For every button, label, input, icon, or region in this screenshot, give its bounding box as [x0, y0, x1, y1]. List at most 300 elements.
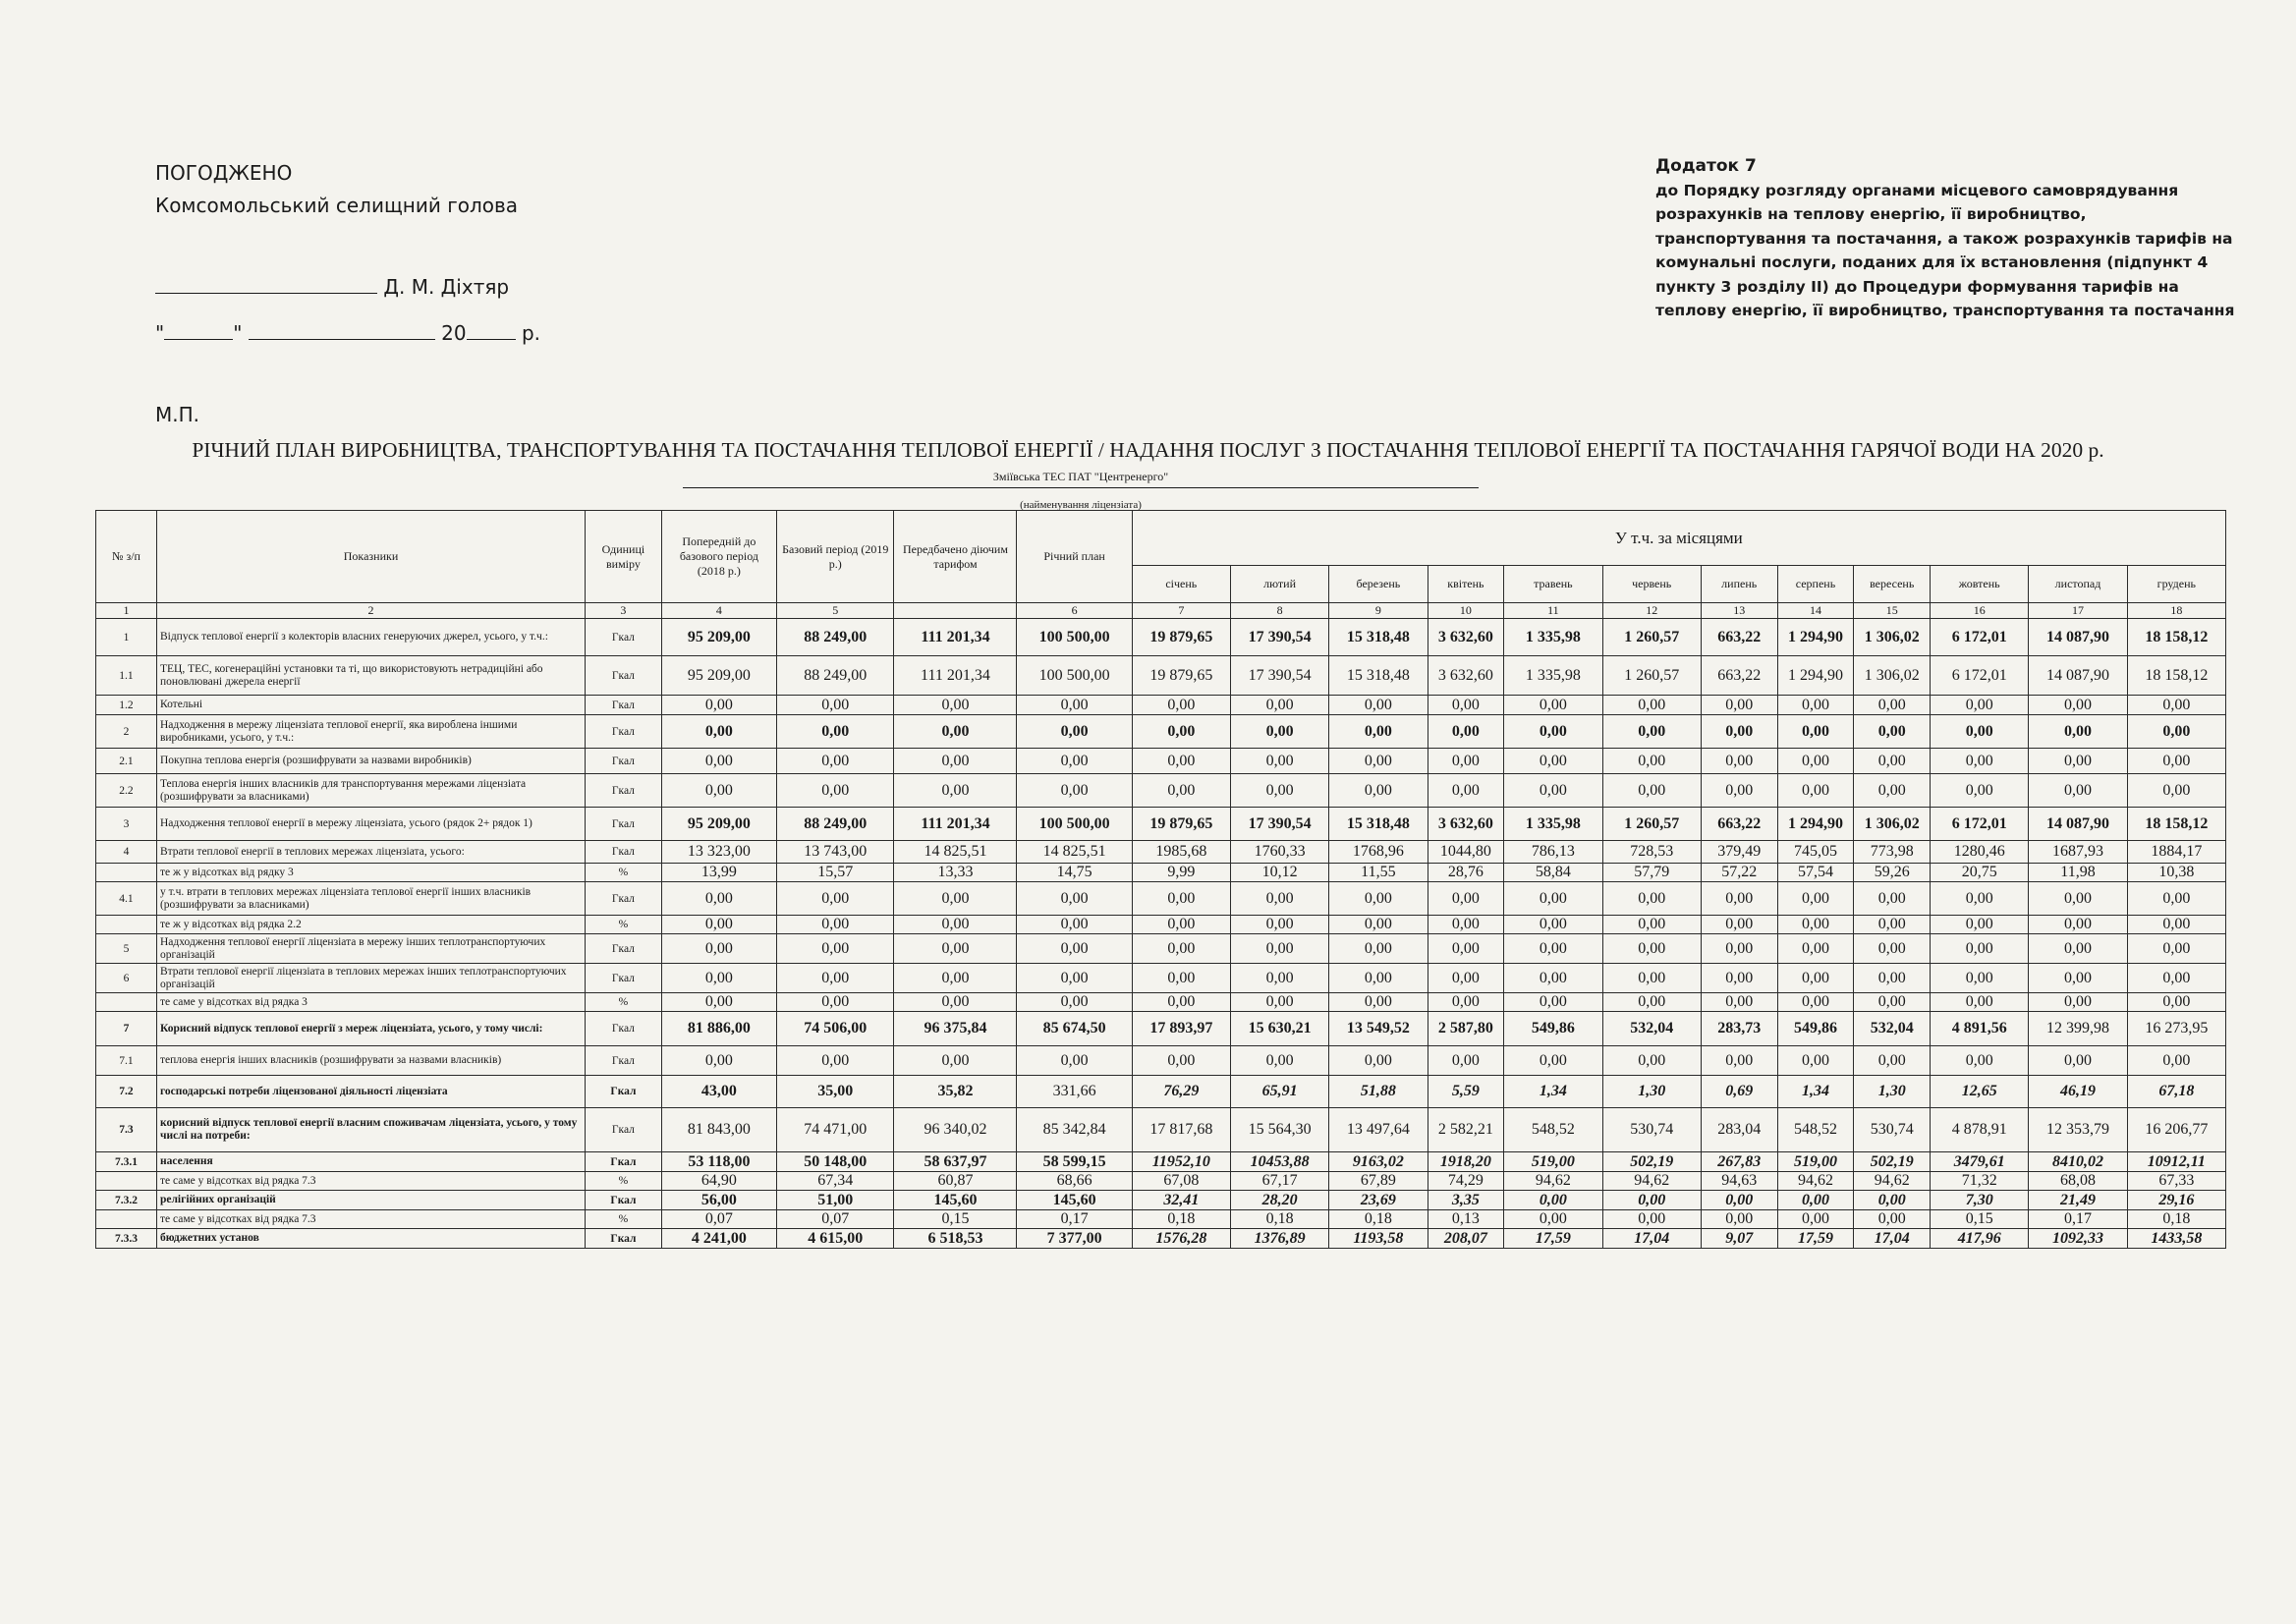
row-unit: Гкал [586, 808, 662, 841]
header-month: березень [1329, 566, 1428, 603]
data-cell: 111 201,34 [894, 619, 1017, 656]
data-cell: 6 518,53 [894, 1229, 1017, 1249]
data-cell: 0,00 [1777, 749, 1854, 774]
data-cell: 0,00 [1931, 715, 2029, 749]
data-cell: 0,17 [1017, 1210, 1132, 1229]
data-cell: 32,41 [1132, 1191, 1230, 1210]
data-cell: 0,00 [1230, 964, 1328, 993]
data-cell: 0,00 [1329, 934, 1428, 964]
data-cell: 0,00 [1329, 993, 1428, 1012]
row-number: 2.1 [96, 749, 157, 774]
data-cell: 17 390,54 [1230, 619, 1328, 656]
table-row [96, 841, 2226, 864]
row-label: Котельні [156, 696, 585, 715]
data-cell: 0,00 [1132, 696, 1230, 715]
data-cell: 57,79 [1602, 864, 1701, 882]
data-cell: 13,33 [894, 864, 1017, 882]
data-cell: 15,57 [776, 864, 893, 882]
data-cell: 12,65 [1931, 1076, 2029, 1108]
row-unit: Гкал [586, 1108, 662, 1152]
data-cell: 283,73 [1701, 1012, 1777, 1046]
data-cell: 0,00 [1428, 774, 1504, 808]
row-number: 1 [96, 619, 157, 656]
data-cell: 14,75 [1017, 864, 1132, 882]
row-label: релігійних організацій [156, 1191, 585, 1210]
data-cell: 5,59 [1428, 1076, 1504, 1108]
data-cell: 6 172,01 [1931, 808, 2029, 841]
data-cell: 0,00 [661, 934, 776, 964]
table-row [96, 1108, 2226, 1152]
approval-date: " " 20 р. [155, 321, 540, 345]
data-cell: 13 323,00 [661, 841, 776, 864]
row-label: те ж у відсотках від рядку 3 [156, 864, 585, 882]
data-cell: 67,34 [776, 1172, 893, 1191]
data-cell: 0,00 [1931, 696, 2029, 715]
data-cell: 0,00 [1854, 715, 1931, 749]
data-cell: 0,00 [1854, 1046, 1931, 1076]
header-month: вересень [1854, 566, 1931, 603]
data-cell: 0,18 [2127, 1210, 2225, 1229]
data-cell: 0,00 [1017, 964, 1132, 993]
stamp-place: М.П. [155, 403, 200, 426]
table-row [96, 934, 2226, 964]
data-cell: 19 879,65 [1132, 808, 1230, 841]
data-cell: 1 335,98 [1504, 656, 1602, 696]
data-cell: 0,00 [1602, 715, 1701, 749]
data-cell: 0,00 [1230, 916, 1328, 934]
data-cell: 14 087,90 [2029, 619, 2127, 656]
data-cell: 13 743,00 [776, 841, 893, 864]
data-cell: 88 249,00 [776, 808, 893, 841]
data-cell: 0,00 [2029, 916, 2127, 934]
data-cell: 17 817,68 [1132, 1108, 1230, 1152]
row-number [96, 993, 157, 1012]
data-cell: 519,00 [1504, 1152, 1602, 1172]
data-cell: 1193,58 [1329, 1229, 1428, 1249]
data-cell: 8410,02 [2029, 1152, 2127, 1172]
header-month: травень [1504, 566, 1602, 603]
row-number: 7.3.2 [96, 1191, 157, 1210]
data-cell: 0,00 [1777, 774, 1854, 808]
data-cell: 0,00 [776, 774, 893, 808]
row-unit: Гкал [586, 619, 662, 656]
data-cell: 0,00 [1017, 749, 1132, 774]
data-cell: 0,00 [1017, 882, 1132, 916]
data-cell: 0,00 [894, 882, 1017, 916]
row-label: бюджетних установ [156, 1229, 585, 1249]
data-cell: 0,07 [776, 1210, 893, 1229]
table-row [96, 749, 2226, 774]
data-cell: 0,00 [2029, 715, 2127, 749]
data-cell: 2 582,21 [1428, 1108, 1504, 1152]
data-cell: 0,00 [661, 715, 776, 749]
data-cell: 663,22 [1701, 619, 1777, 656]
data-cell: 0,00 [1777, 916, 1854, 934]
table-row [96, 774, 2226, 808]
data-cell: 67,18 [2127, 1076, 2225, 1108]
data-cell: 9,99 [1132, 864, 1230, 882]
data-cell: 9163,02 [1329, 1152, 1428, 1172]
data-cell: 94,62 [1602, 1172, 1701, 1191]
licensee-name: Зміївська ТЕС ПАТ "Центренерго" [683, 470, 1479, 488]
data-cell: 0,00 [1230, 882, 1328, 916]
annex-text: до Порядку розгляду органами місцевого самоврядування розрахунків на теплову енергію, її виробництво, транспортування та постачання, а також розрахунків тарифів на комунальні послуги, поданих для їх встановлення (підпункт 4 пункту 3 розділу ІІ) до Процедури формування тарифів на теплову енергію, її виробництво, транспортування та постачання [1655, 181, 2235, 319]
data-cell: 0,00 [1017, 993, 1132, 1012]
data-cell: 0,00 [776, 749, 893, 774]
data-cell: 0,00 [1602, 749, 1701, 774]
data-cell: 0,00 [1329, 715, 1428, 749]
data-cell: 1884,17 [2127, 841, 2225, 864]
data-cell: 94,62 [1854, 1172, 1931, 1191]
data-cell: 145,60 [894, 1191, 1017, 1210]
annex-title: Додаток 7 [1655, 156, 1757, 176]
row-unit: Гкал [586, 934, 662, 964]
data-cell: 0,00 [661, 696, 776, 715]
table-row [96, 808, 2226, 841]
row-unit: Гкал [586, 841, 662, 864]
data-cell: 12 353,79 [2029, 1108, 2127, 1152]
row-label: Корисний відпуск теплової енергії з мереж ліцензіата, усього, у тому числі: [156, 1012, 585, 1046]
table-row [96, 715, 2226, 749]
data-cell: 0,00 [1602, 1210, 1701, 1229]
data-cell: 0,00 [894, 774, 1017, 808]
row-number [96, 1210, 157, 1229]
row-number: 1.1 [96, 656, 157, 696]
data-cell: 0,00 [1230, 993, 1328, 1012]
data-cell: 0,00 [1428, 1046, 1504, 1076]
data-cell: 0,00 [1230, 749, 1328, 774]
data-cell: 0,00 [1931, 993, 2029, 1012]
data-cell: 0,00 [1777, 696, 1854, 715]
data-cell: 0,00 [894, 696, 1017, 715]
data-cell: 53 118,00 [661, 1152, 776, 1172]
row-label: Теплова енергія інших власників для транспортування мережами ліцензіата (розшифрувати за власниками) [156, 774, 585, 808]
row-number: 7 [96, 1012, 157, 1046]
column-index: 4 [661, 603, 776, 619]
data-cell: 11,55 [1329, 864, 1428, 882]
data-cell: 0,15 [894, 1210, 1017, 1229]
data-cell: 57,54 [1777, 864, 1854, 882]
row-unit: Гкал [586, 964, 662, 993]
data-cell: 0,00 [1504, 964, 1602, 993]
data-cell: 0,00 [2029, 993, 2127, 1012]
approval-title: ПОГОДЖЕНО [155, 161, 293, 185]
table-row [96, 1191, 2226, 1210]
data-cell: 3479,61 [1931, 1152, 2029, 1172]
table-row [96, 882, 2226, 916]
data-cell: 0,00 [2127, 1046, 2225, 1076]
table-row [96, 1152, 2226, 1172]
data-cell: 0,00 [661, 1046, 776, 1076]
data-cell: 68,66 [1017, 1172, 1132, 1191]
row-label: те ж у відсотках від рядка 2.2 [156, 916, 585, 934]
data-cell: 0,00 [776, 715, 893, 749]
data-cell: 0,00 [661, 964, 776, 993]
data-cell: 0,00 [1504, 934, 1602, 964]
row-label: Надходження в мережу ліцензіата теплової енергії, яка вироблена іншими виробниками, усього, у т.ч.: [156, 715, 585, 749]
row-label: корисний відпуск теплової енергії власним споживачам ліцензіата, усього, у тому числі на потреби: [156, 1108, 585, 1152]
row-number: 7.3 [96, 1108, 157, 1152]
data-cell: 59,26 [1854, 864, 1931, 882]
data-cell: 67,08 [1132, 1172, 1230, 1191]
data-cell: 3 632,60 [1428, 656, 1504, 696]
data-cell: 43,00 [661, 1076, 776, 1108]
column-index: 11 [1504, 603, 1602, 619]
column-index [894, 603, 1017, 619]
data-cell: 100 500,00 [1017, 619, 1132, 656]
data-cell: 331,66 [1017, 1076, 1132, 1108]
header-num: № з/п [96, 511, 157, 603]
table-row [96, 1076, 2226, 1108]
data-cell: 0,00 [2127, 993, 2225, 1012]
data-cell: 15 318,48 [1329, 619, 1428, 656]
column-index: 18 [2127, 603, 2225, 619]
data-cell: 0,00 [894, 715, 1017, 749]
data-cell: 0,00 [1602, 934, 1701, 964]
table-row [96, 864, 2226, 882]
data-cell: 0,00 [1701, 715, 1777, 749]
data-cell: 23,69 [1329, 1191, 1428, 1210]
row-number: 2 [96, 715, 157, 749]
data-cell: 65,91 [1230, 1076, 1328, 1108]
data-cell: 0,00 [661, 916, 776, 934]
data-cell: 283,04 [1701, 1108, 1777, 1152]
data-cell: 0,00 [2029, 934, 2127, 964]
header-month: жовтень [1931, 566, 2029, 603]
data-cell: 74 471,00 [776, 1108, 893, 1152]
data-cell: 0,00 [1602, 696, 1701, 715]
data-cell: 17,04 [1602, 1229, 1701, 1249]
header-month: серпень [1777, 566, 1854, 603]
row-unit: Гкал [586, 656, 662, 696]
data-cell: 18 158,12 [2127, 808, 2225, 841]
data-cell: 74,29 [1428, 1172, 1504, 1191]
header-months-group: У т.ч. за місяцями [1132, 511, 2225, 566]
column-index: 12 [1602, 603, 1701, 619]
data-cell: 0,00 [776, 993, 893, 1012]
data-cell: 663,22 [1701, 808, 1777, 841]
data-cell: 81 843,00 [661, 1108, 776, 1152]
column-index: 13 [1701, 603, 1777, 619]
data-cell: 28,76 [1428, 864, 1504, 882]
data-cell: 14 825,51 [1017, 841, 1132, 864]
data-cell: 1092,33 [2029, 1229, 2127, 1249]
data-cell: 0,15 [1931, 1210, 2029, 1229]
header-base-period: Базовий період (2019 р.) [776, 511, 893, 603]
column-index-row [96, 603, 2226, 619]
data-cell: 15 630,21 [1230, 1012, 1328, 1046]
data-cell: 100 500,00 [1017, 656, 1132, 696]
data-cell: 0,00 [1854, 964, 1931, 993]
data-cell: 95 209,00 [661, 808, 776, 841]
column-index: 2 [156, 603, 585, 619]
column-index: 6 [1017, 603, 1132, 619]
header-annual-plan: Річний план [1017, 511, 1132, 603]
data-cell: 0,00 [1854, 882, 1931, 916]
data-cell: 1985,68 [1132, 841, 1230, 864]
data-cell: 57,22 [1701, 864, 1777, 882]
data-cell: 0,00 [1132, 715, 1230, 749]
data-cell: 145,60 [1017, 1191, 1132, 1210]
data-cell: 0,00 [776, 964, 893, 993]
data-cell: 58,84 [1504, 864, 1602, 882]
data-cell: 0,00 [1428, 916, 1504, 934]
data-cell: 0,00 [1777, 882, 1854, 916]
data-cell: 1576,28 [1132, 1229, 1230, 1249]
data-cell: 51,88 [1329, 1076, 1428, 1108]
data-cell: 0,00 [776, 696, 893, 715]
data-cell: 51,00 [776, 1191, 893, 1210]
data-cell: 0,00 [1329, 749, 1428, 774]
header-month: червень [1602, 566, 1701, 603]
data-cell: 17 390,54 [1230, 808, 1328, 841]
data-cell: 0,00 [1329, 1046, 1428, 1076]
licensee-caption: (найменування ліцензіата) [1020, 499, 1142, 511]
approval-block [155, 157, 540, 431]
data-cell: 18 158,12 [2127, 619, 2225, 656]
data-cell: 56,00 [661, 1191, 776, 1210]
data-cell: 530,74 [1854, 1108, 1931, 1152]
data-cell: 94,63 [1701, 1172, 1777, 1191]
data-cell: 1 335,98 [1504, 619, 1602, 656]
data-cell: 71,32 [1931, 1172, 2029, 1191]
row-number: 3 [96, 808, 157, 841]
header-tariff: Передбачено діючим тарифом [894, 511, 1017, 603]
data-cell: 0,00 [1230, 774, 1328, 808]
data-cell: 0,00 [1777, 1210, 1854, 1229]
data-cell: 0,00 [1777, 1046, 1854, 1076]
data-cell: 0,00 [1931, 916, 2029, 934]
data-cell: 17,04 [1854, 1229, 1931, 1249]
row-unit: % [586, 916, 662, 934]
data-cell: 417,96 [1931, 1229, 2029, 1249]
data-cell: 0,18 [1132, 1210, 1230, 1229]
data-cell: 19 879,65 [1132, 656, 1230, 696]
data-cell: 0,00 [1132, 774, 1230, 808]
data-cell: 0,00 [1230, 934, 1328, 964]
data-cell: 0,00 [776, 934, 893, 964]
data-cell: 0,00 [1602, 964, 1701, 993]
data-cell: 0,18 [1329, 1210, 1428, 1229]
data-cell: 0,00 [2029, 774, 2127, 808]
data-cell: 10912,11 [2127, 1152, 2225, 1172]
data-cell: 0,00 [1504, 774, 1602, 808]
data-cell: 0,00 [1329, 964, 1428, 993]
header-indicator: Показники [156, 511, 585, 603]
data-cell: 0,00 [1017, 774, 1132, 808]
data-cell: 15 564,30 [1230, 1108, 1328, 1152]
data-cell: 548,52 [1504, 1108, 1602, 1152]
row-number: 7.2 [96, 1076, 157, 1108]
row-unit: % [586, 864, 662, 882]
data-cell: 530,74 [1602, 1108, 1701, 1152]
data-cell: 0,00 [2029, 964, 2127, 993]
data-cell: 0,00 [1504, 916, 1602, 934]
data-cell: 50 148,00 [776, 1152, 893, 1172]
table-row [96, 1012, 2226, 1046]
data-cell: 0,00 [1701, 916, 1777, 934]
data-cell: 1433,58 [2127, 1229, 2225, 1249]
data-cell: 0,00 [1701, 934, 1777, 964]
data-cell: 20,75 [1931, 864, 2029, 882]
data-cell: 0,00 [894, 964, 1017, 993]
data-cell: 0,00 [2127, 696, 2225, 715]
data-cell: 60,87 [894, 1172, 1017, 1191]
data-cell: 0,00 [1777, 1191, 1854, 1210]
row-number: 4.1 [96, 882, 157, 916]
data-cell: 0,00 [2029, 749, 2127, 774]
row-label: те саме у відсотках від рядка 7.3 [156, 1210, 585, 1229]
row-unit: Гкал [586, 774, 662, 808]
data-cell: 68,08 [2029, 1172, 2127, 1191]
data-cell: 7,30 [1931, 1191, 2029, 1210]
data-cell: 95 209,00 [661, 619, 776, 656]
column-index: 10 [1428, 603, 1504, 619]
data-cell: 0,00 [1602, 882, 1701, 916]
header-unit: Одиниці виміру [586, 511, 662, 603]
data-cell: 548,52 [1777, 1108, 1854, 1152]
row-unit: % [586, 1210, 662, 1229]
data-cell: 0,00 [1854, 1191, 1931, 1210]
data-cell: 0,00 [1701, 774, 1777, 808]
data-cell: 1 306,02 [1854, 619, 1931, 656]
table-row [96, 916, 2226, 934]
data-cell: 10,12 [1230, 864, 1328, 882]
data-cell: 0,00 [1701, 1191, 1777, 1210]
data-cell: 0,00 [1854, 1210, 1931, 1229]
data-cell: 4 878,91 [1931, 1108, 2029, 1152]
row-label: Втрати теплової енергії ліцензіата в теплових мережах інших теплотранспортуючих організацій [156, 964, 585, 993]
data-cell: 0,00 [1132, 749, 1230, 774]
data-cell: 0,00 [1504, 1046, 1602, 1076]
data-cell: 0,00 [1428, 749, 1504, 774]
data-cell: 76,29 [1132, 1076, 1230, 1108]
data-cell: 0,00 [1931, 774, 2029, 808]
row-label: населення [156, 1152, 585, 1172]
annual-plan-table [95, 510, 2226, 1249]
data-cell: 0,00 [1017, 696, 1132, 715]
data-cell: 0,00 [1854, 993, 1931, 1012]
data-cell: 0,00 [894, 993, 1017, 1012]
data-cell: 17 390,54 [1230, 656, 1328, 696]
data-cell: 6 172,01 [1931, 619, 2029, 656]
column-index: 1 [96, 603, 157, 619]
data-cell: 28,20 [1230, 1191, 1328, 1210]
data-cell: 502,19 [1854, 1152, 1931, 1172]
data-cell: 14 087,90 [2029, 656, 2127, 696]
data-cell: 1768,96 [1329, 841, 1428, 864]
row-label: господарські потреби ліцензованої діяльності ліцензіата [156, 1076, 585, 1108]
row-label: ТЕЦ, ТЕС, когенераційні установки та ті, що використовують нетрадиційні або поновлювані джерела енергії [156, 656, 585, 696]
data-cell: 0,00 [1504, 1210, 1602, 1229]
column-index: 14 [1777, 603, 1854, 619]
data-cell: 0,00 [2029, 882, 2127, 916]
data-cell: 0,00 [1701, 993, 1777, 1012]
data-cell: 67,17 [1230, 1172, 1328, 1191]
data-cell: 0,07 [661, 1210, 776, 1229]
data-cell: 1 306,02 [1854, 808, 1931, 841]
data-cell: 1,30 [1854, 1076, 1931, 1108]
data-cell: 0,00 [1602, 993, 1701, 1012]
row-unit: Гкал [586, 749, 662, 774]
data-cell: 0,00 [1017, 1046, 1132, 1076]
table-row [96, 993, 2226, 1012]
table-row [96, 1210, 2226, 1229]
data-cell: 29,16 [2127, 1191, 2225, 1210]
data-cell: 100 500,00 [1017, 808, 1132, 841]
data-cell: 0,00 [1428, 934, 1504, 964]
data-cell: 16 273,95 [2127, 1012, 2225, 1046]
